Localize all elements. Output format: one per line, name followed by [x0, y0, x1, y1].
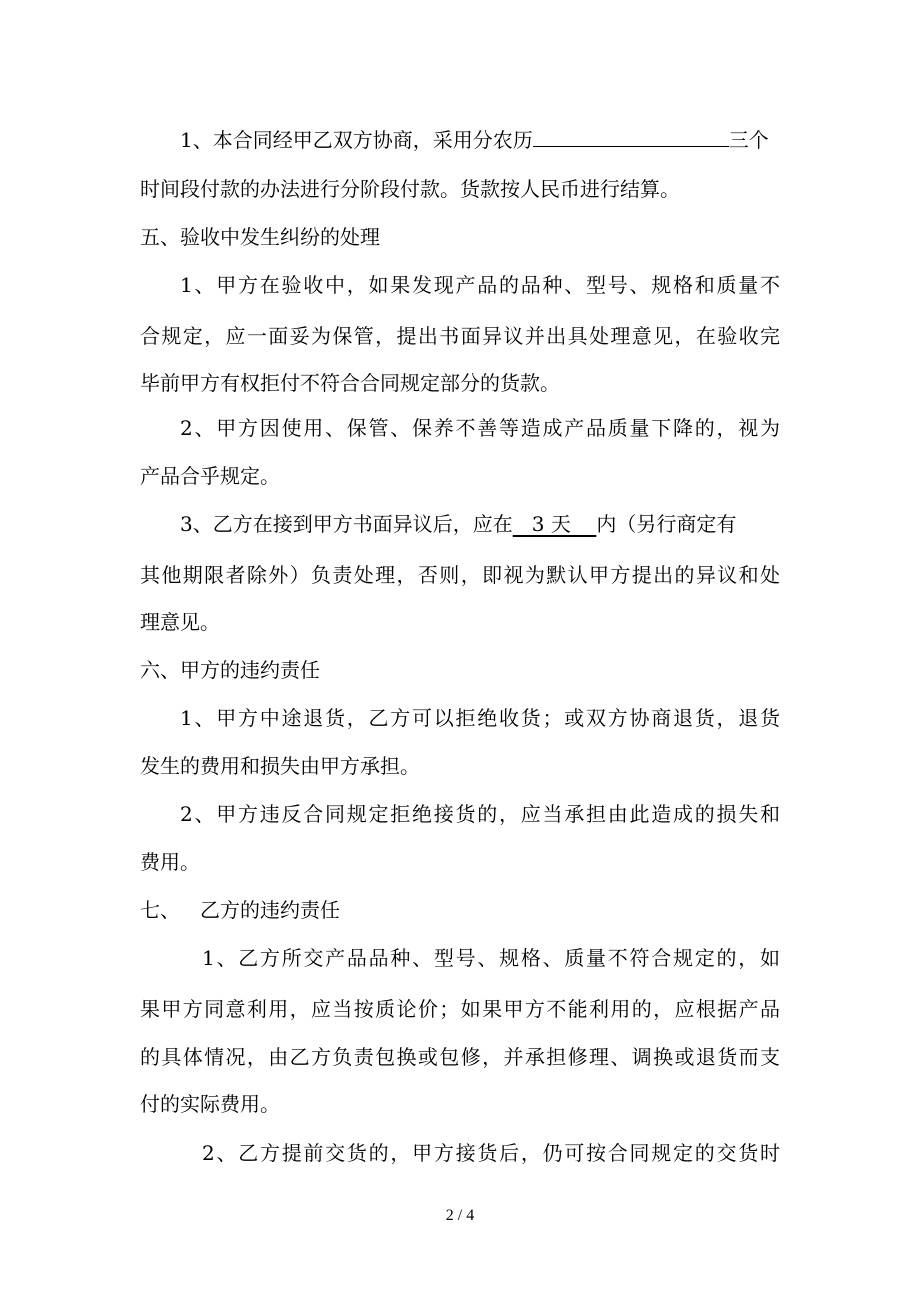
- section-5-heading: 五、验收中发生纠纷的处理: [140, 225, 380, 249]
- processing-days-value[interactable]: 3 天: [512, 512, 597, 536]
- section-6-heading: 六、甲方的违约责任: [140, 658, 320, 682]
- section-7-clause-1-line-4: 付的实际费用。: [140, 1092, 280, 1116]
- section-6-clause-2-line-2: 费用。: [140, 850, 200, 874]
- payment-clause-text: 1、本合同经甲乙双方协商，采用分农历: [180, 128, 533, 152]
- section-5-clause-3-text: 3、乙方在接到甲方书面异议后，应在: [180, 512, 513, 536]
- payment-clause-line-2: 时间段付款的办法进行分阶段付款。货款按人民币进行结算。: [140, 177, 680, 201]
- section-5-clause-2-line-2: 产品合乎规定。: [140, 464, 280, 488]
- section-7-clause-2-line-1: 2、乙方提前交货的，甲方接货后，仍可按合同规定的交货时: [202, 1141, 780, 1165]
- section-7-clause-1-line-1: 1、乙方所交产品品种、型号、规格、质量不符合规定的，如: [202, 946, 780, 970]
- section-7-number: 七、: [140, 898, 180, 922]
- section-6-clause-2-line-1: 2、甲方违反合同规定拒绝接货的，应当承担由此造成的损失和: [180, 802, 780, 826]
- payment-clause-line-1: [180, 124, 780, 154]
- section-7-clause-1-line-3: 的具体情况，由乙方负责包换或包修，并承担修理、调换或退货而支: [140, 1045, 780, 1069]
- page-number: 2 / 4: [445, 1207, 475, 1224]
- payment-clause-text-end: 三个: [728, 128, 769, 152]
- section-5-clause-1-line-1: 1、甲方在验收中，如果发现产品的品种、型号、规格和质量不: [180, 273, 780, 297]
- section-5-clause-3-line-3: 理意见。: [140, 610, 220, 634]
- section-6-clause-1-line-1: 1、甲方中途退货，乙方可以拒绝收货；或双方协商退货，退货: [180, 706, 780, 730]
- section-7-heading: [140, 896, 790, 924]
- section-5-clause-2-line-1: 2、甲方因使用、保管、保养不善等造成产品质量下降的，视为: [180, 416, 780, 440]
- section-5-clause-3-line-2: 其他期限者除外）负责处理，否则，即视为默认甲方提出的异议和处: [140, 563, 780, 587]
- section-5-clause-3-text-end: 内（另行商定有: [596, 512, 737, 536]
- payment-period-blank[interactable]: [533, 124, 729, 147]
- section-6-clause-1-line-2: 发生的费用和损失由甲方承担。: [140, 754, 420, 778]
- section-7-title: 乙方的违约责任: [200, 898, 340, 922]
- section-7-clause-1-line-2: 果甲方同意利用，应当按质论价；如果甲方不能利用的，应根据产品: [140, 997, 780, 1021]
- section-5-clause-3-line-1: [180, 510, 780, 538]
- section-5-clause-1-line-2: 合规定，应一面妥为保管，提出书面异议并出具处理意见，在验收完: [140, 324, 780, 348]
- section-5-clause-1-line-3: 毕前甲方有权拒付不符合合同规定部分的货款。: [140, 371, 560, 395]
